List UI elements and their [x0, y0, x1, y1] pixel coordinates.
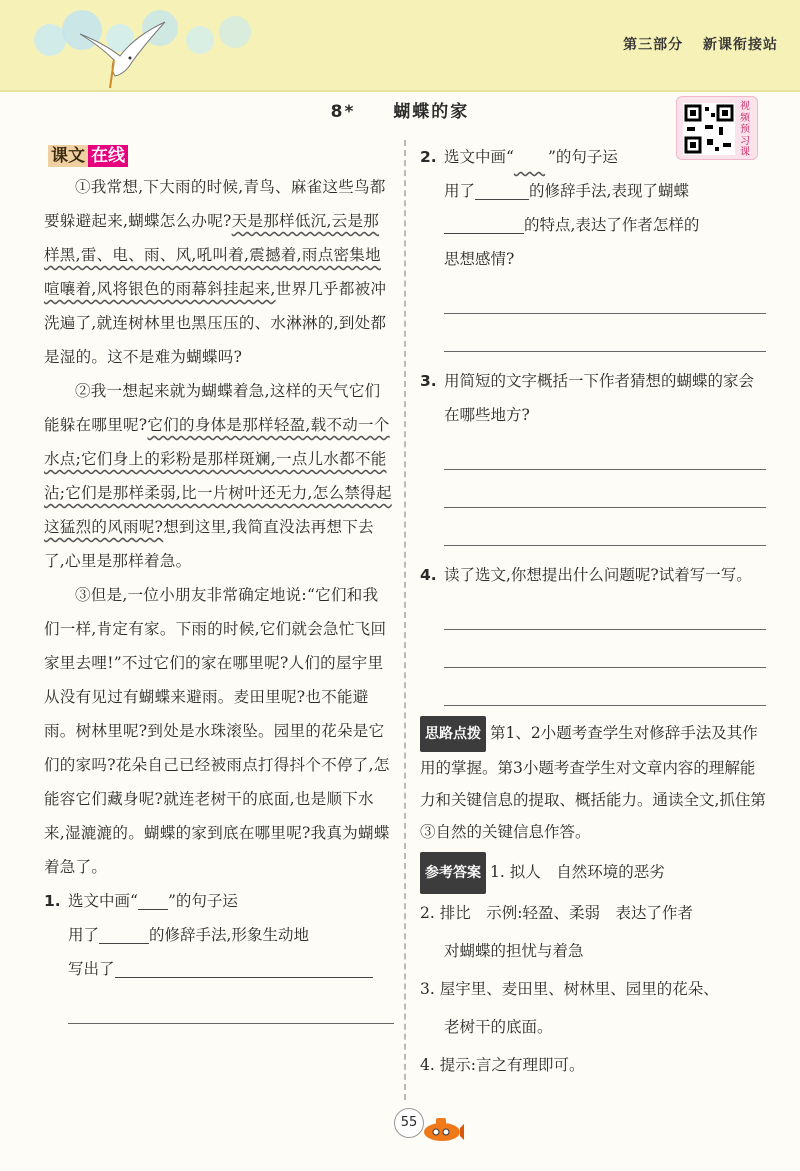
answers-section: 参考答案 1. 拟人 自然环境的恶劣 2. 排比 示例:轻盈、柔弱 表达了作者 对蝴蝶的担忧与着急 3. 屋宇里、麦田里、树林里、园里的花朵、 老树干的底面。 4. 提示:言之有理即可。	[420, 852, 766, 1084]
qr-tag-label: 视频预习课	[740, 101, 750, 158]
section-label: 第三部分	[623, 37, 684, 53]
answer-line[interactable]	[444, 668, 766, 706]
answer-blank[interactable]	[444, 214, 524, 234]
question-1: 1. 选文中画“ ”的句子运 用了 的修辞手法,形象生动地 写出了	[44, 884, 394, 1024]
lesson-title-text: 蝴蝶的家	[393, 102, 470, 122]
paragraph-2: ②我一想起来就为蝴蝶着急,这样的天气它们能躲在哪里呢?它们的身体是那样轻盈,载不动一个水点;它们身上的彩粉是那样斑斓,一点儿水都不能沾;它们是那样柔弱,比一片树叶还无力,怎么禁得起这猛烈的风雨呢?想到这里,我简直没法再想下去了,心里是那样着急。	[44, 382, 392, 570]
page-number: 55	[394, 1108, 424, 1138]
answer-line[interactable]	[444, 508, 766, 546]
section-tag	[609, 34, 778, 54]
paragraph-1: ①我常想,下大雨的时候,青鸟、麻雀这些鸟都要躲避起来,蝴蝶怎么办呢?天是那样低沉,云是那样黑,雷、电、雨、风,吼叫着,震撼着,雨点密集地喧嚷着,风将银色的雨幕斜挂起来,世界几乎都被冲洗遍了,就连树林里也黑压压的、水淋淋的,到处都是湿的。这不是难为蝴蝶吗?	[44, 178, 387, 366]
answer-blank[interactable]	[475, 180, 529, 200]
seagull-icon	[70, 14, 180, 94]
tips-text: 第1、2小题考查学生对修辞手法及其作用的掌握。第3小题考查学生对文章内容的理解能力和关键信息的提取、概括能力。通读全文,抓住第③自然的关键信息作答。	[420, 724, 766, 841]
answer-line[interactable]	[444, 432, 766, 470]
answer-blank[interactable]	[115, 958, 373, 978]
question-2: 2. 选文中画“ ”的句子运 用了 的修辞手法,表现了蝴蝶 的特点,表达了作者怎样的 思想感情?	[420, 140, 766, 352]
answer-blank[interactable]	[99, 924, 149, 944]
site-label: 新课衔接站	[703, 37, 778, 53]
submarine-icon	[420, 1110, 464, 1144]
question-3: 3. 用简短的文字概括一下作者猜想的蝴蝶的家会在哪些地方?	[420, 364, 766, 546]
answer-line[interactable]	[444, 470, 766, 508]
section-badge: 课文 在线	[44, 140, 132, 167]
answer-line[interactable]	[444, 276, 766, 314]
page-header	[0, 0, 800, 92]
column-divider	[404, 140, 406, 1100]
answer-line[interactable]	[68, 986, 394, 1024]
paragraph-3: ③但是,一位小朋友非常确定地说:“它们和我们一样,肯定有家。下雨的时候,它们就会急忙飞回家里去哩!”不过它们的家在哪里呢?人们的屋宇里从没有见过有蝴蝶来避雨。麦田里呢?也不能避雨。树林里呢?到处是水珠滚坠。园里的花朵是它们的家吗?花朵自己已经被雨点打得抖个不停了,怎能容它们藏身呢?就连老树干的底面,也是顺下水来,湿漉漉的。蝴蝶的家到底在哪里呢?我真为蝴蝶着急了。	[44, 586, 390, 876]
answer-line[interactable]	[444, 592, 766, 630]
tips-badge: 思路点拨	[420, 716, 486, 752]
lesson-number: 8*	[330, 102, 356, 122]
answers-badge: 参考答案	[420, 852, 486, 894]
question-4: 4. 读了选文,你想提出什么问题呢?试着写一写。	[420, 558, 766, 706]
passage	[44, 170, 394, 884]
right-column	[420, 140, 766, 1084]
answer-line[interactable]	[444, 314, 766, 352]
answer-line[interactable]	[444, 630, 766, 668]
tips-section	[420, 716, 766, 848]
left-column	[44, 140, 394, 1024]
